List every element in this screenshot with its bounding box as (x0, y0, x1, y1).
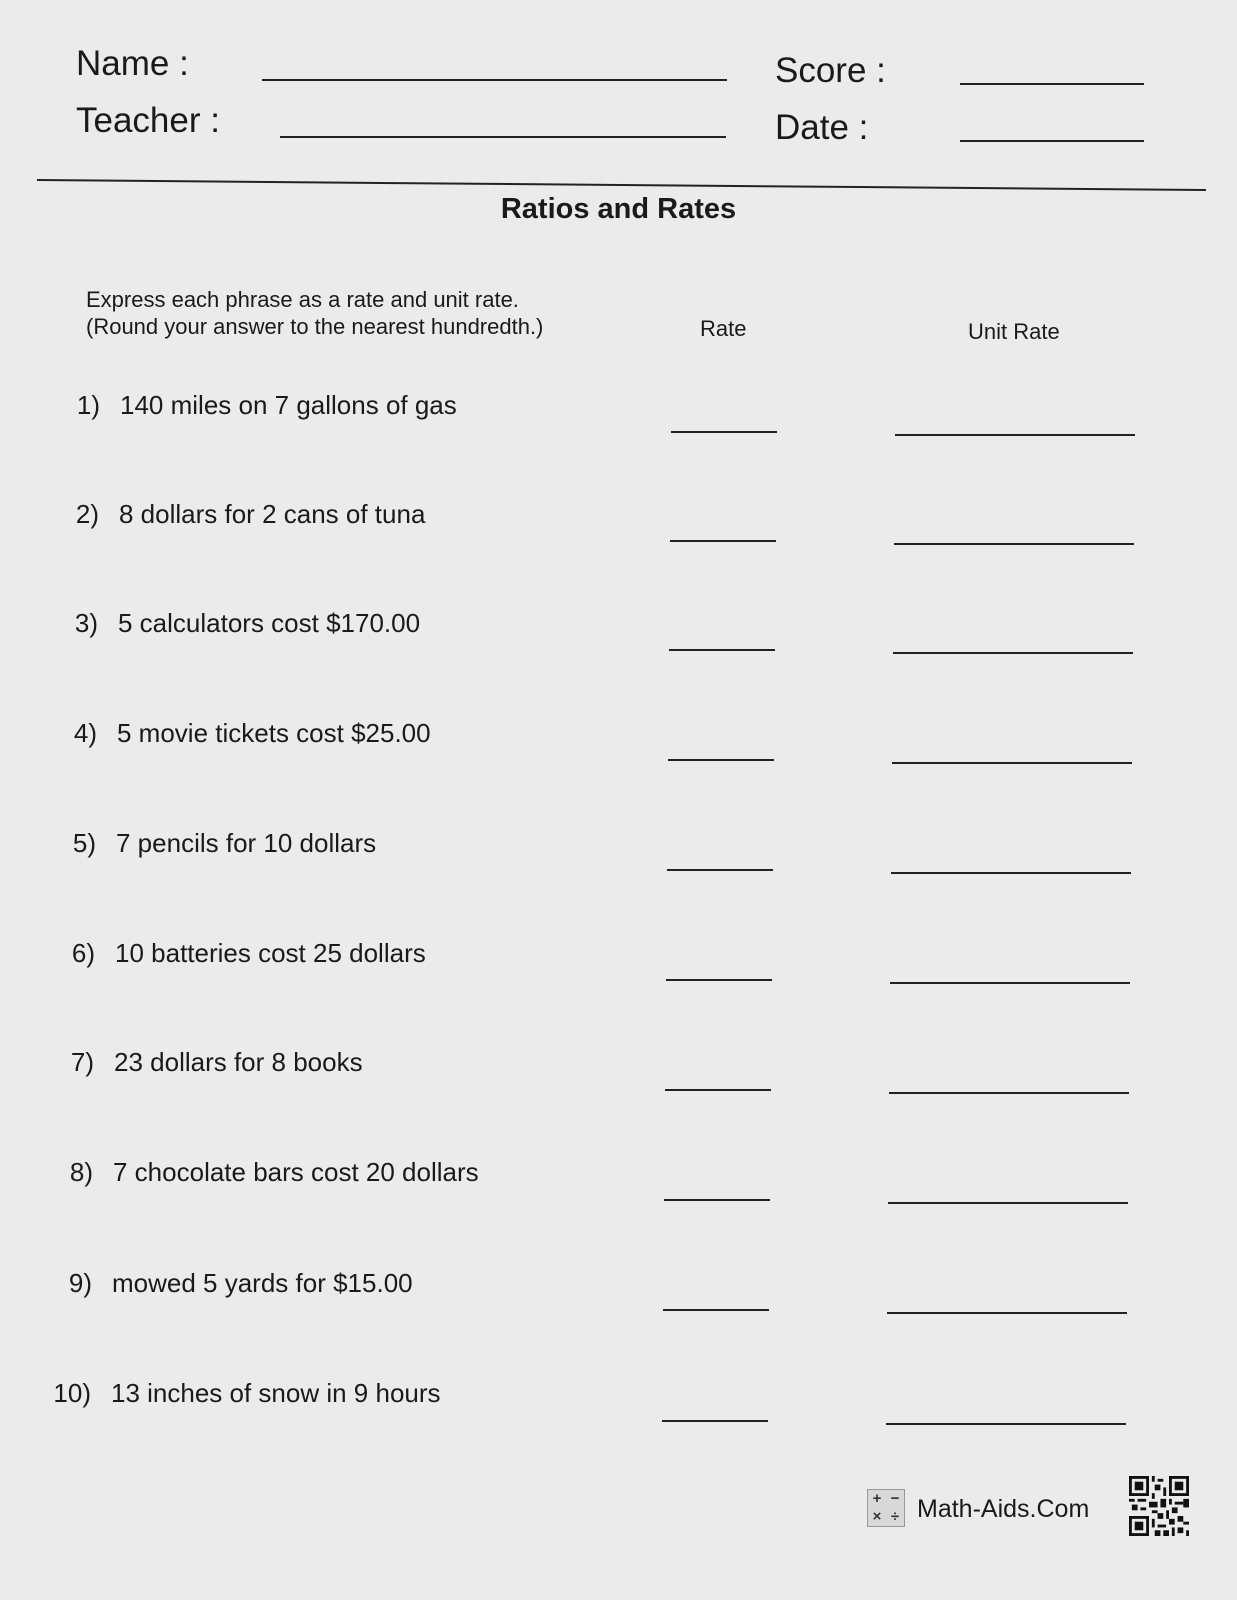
rate-answer-line-7[interactable] (665, 1089, 771, 1091)
unit-rate-answer-line-5[interactable] (891, 872, 1131, 874)
date-field-line[interactable] (960, 140, 1144, 142)
qr-code-icon (1129, 1476, 1189, 1536)
rate-column-header: Rate (700, 316, 747, 341)
unit-rate-answer-line-8[interactable] (888, 1202, 1128, 1204)
unit-rate-column-header: Unit Rate (968, 319, 1060, 344)
score-label: Score : (775, 51, 886, 90)
problem-text: 140 miles on 7 gallons of gas (120, 390, 457, 420)
name-field-line[interactable] (262, 79, 727, 81)
problem-number: 2) (75, 499, 99, 529)
problem-2 (51, 499, 425, 529)
problem-3 (50, 608, 420, 638)
instructions (86, 286, 543, 340)
problem-6 (47, 938, 426, 968)
unit-rate-answer-line-7[interactable] (889, 1092, 1129, 1094)
problem-text: mowed 5 yards for $15.00 (112, 1268, 413, 1298)
rate-answer-line-9[interactable] (663, 1309, 769, 1311)
problem-text: 10 batteries cost 25 dollars (115, 938, 426, 968)
rate-answer-line-6[interactable] (666, 979, 772, 981)
problem-10 (43, 1378, 441, 1408)
header-divider (0, 170, 1237, 194)
rate-answer-line-4[interactable] (668, 759, 774, 761)
problem-number: 9) (68, 1268, 92, 1298)
problem-text: 7 pencils for 10 dollars (116, 828, 377, 858)
unit-rate-answer-line-10[interactable] (886, 1423, 1126, 1425)
page-title: Ratios and Rates (500, 193, 737, 225)
instructions-line-1: Express each phrase as a rate and unit rate. (86, 287, 519, 312)
problem-number: 5) (72, 828, 96, 858)
unit-rate-answer-line-4[interactable] (892, 762, 1132, 764)
problem-number: 6) (71, 938, 95, 968)
problem-text: 5 calculators cost $170.00 (118, 608, 421, 638)
problem-text: 7 chocolate bars cost 20 dollars (113, 1157, 479, 1187)
unit-rate-answer-line-1[interactable] (895, 434, 1135, 436)
problem-8 (45, 1157, 479, 1187)
problem-number: 10) (53, 1378, 91, 1408)
problem-text: 23 dollars for 8 books (114, 1047, 363, 1077)
problem-5 (48, 828, 376, 858)
problem-1 (52, 390, 457, 420)
unit-rate-answer-line-6[interactable] (890, 982, 1130, 984)
problem-number: 7) (70, 1047, 94, 1077)
rate-answer-line-10[interactable] (662, 1420, 768, 1422)
problem-text: 5 movie tickets cost $25.00 (117, 718, 431, 748)
teacher-field-line[interactable] (280, 136, 726, 138)
unit-rate-answer-line-9[interactable] (887, 1312, 1127, 1314)
teacher-label: Teacher : (76, 101, 220, 140)
date-label: Date : (775, 108, 869, 147)
name-label: Name : (76, 44, 189, 83)
problem-text: 8 dollars for 2 cans of tuna (119, 499, 426, 529)
problem-number: 8) (69, 1157, 93, 1187)
problem-9 (44, 1268, 413, 1298)
instructions-line-2: (Round your answer to the nearest hundredth.) (86, 314, 544, 339)
rate-answer-line-5[interactable] (667, 869, 773, 871)
rate-answer-line-3[interactable] (669, 649, 775, 651)
rate-answer-line-2[interactable] (670, 540, 776, 542)
problem-number: 3) (74, 608, 98, 638)
footer-brand: Math-Aids.Com (917, 1495, 1090, 1523)
unit-rate-answer-line-3[interactable] (893, 652, 1133, 654)
unit-rate-answer-line-2[interactable] (894, 543, 1134, 545)
score-field-line[interactable] (960, 83, 1144, 85)
problem-number: 4) (73, 718, 97, 748)
calculator-icon: + − × ÷ (867, 1489, 905, 1527)
problem-number: 1) (76, 390, 100, 420)
rate-answer-line-1[interactable] (671, 431, 777, 433)
rate-answer-line-8[interactable] (664, 1199, 770, 1201)
problem-4 (49, 718, 431, 748)
problem-7 (46, 1047, 363, 1077)
problem-text: 13 inches of snow in 9 hours (111, 1378, 441, 1408)
